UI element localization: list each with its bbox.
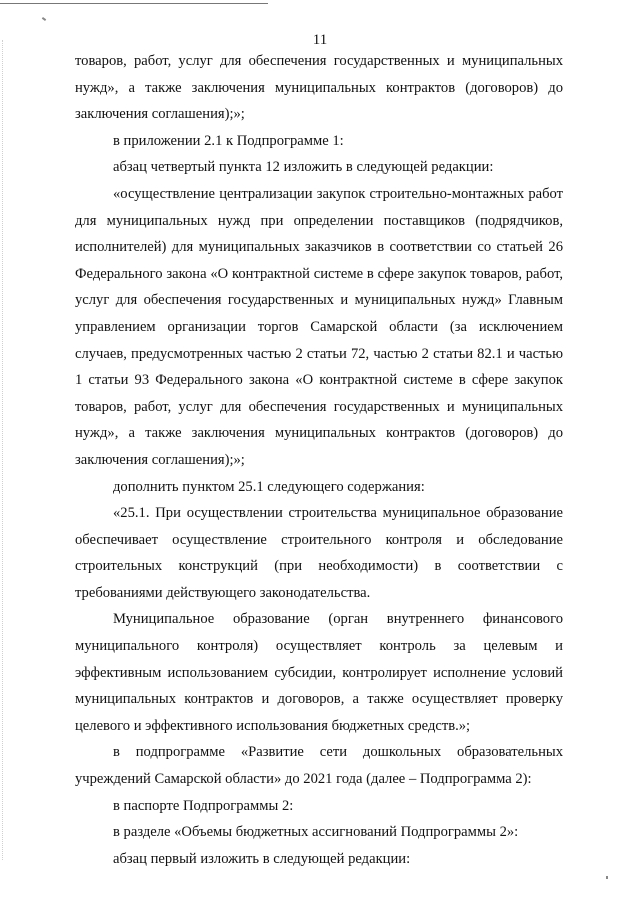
paragraph: товаров, работ, услуг для обеспечения государственных и муниципальных нужд», а также заключения муниципальных контрактов (договоров) до заключения соглашения);»; <box>75 53 563 123</box>
scan-mark <box>42 17 46 21</box>
document-body <box>75 48 563 872</box>
paragraph: в разделе «Объемы бюджетных ассигнований Подпрограммы 2»: <box>113 824 519 841</box>
paragraph: в паспорте Подпрограммы 2: <box>113 797 294 814</box>
paragraph: «осуществление централизации закупок строительно-монтажных работ для муниципальных нужд при определении поставщиков (подрядчиков, исполнителей) для муниципальных заказчиков в соответствии со статьей 26 Федерального закона «О контрактной системе в сфере закупок товаров, работ, услуг для обеспечения государственных и муниципальных нужд» Главным управлением организации торгов Самарской области (за исключением случаев, предусмотренных частью 2 статьи 72, частью 2 статьи 82.1 и частью 1 статьи 93 Федерального закона «О контрактной системе в сфере закупок товаров, работ, услуг для обеспечения государственных и муниципальных нужд», а также заключения муниципальных контрактов (договоров) до заключения соглашения);»; <box>75 185 563 468</box>
paragraph: «25.1. При осуществлении строительства муниципальное образование обеспечивает осуществление строительного контроля и обследование строительных конструкций (при необходимости) в соответствии с требованиями действующего законодательства. <box>75 505 563 601</box>
page-number: 11 <box>312 32 328 48</box>
paragraph: дополнить пунктом 25.1 следующего содержания: <box>113 478 425 495</box>
paragraph: Муниципальное образование (орган внутреннего финансового муниципального контроля) осуществляет контроль за целевым и эффективным использованием субсидии, контролирует исполнение условий муниципальных контрактов и договоров, а также осуществляет проверку целевого и эффективного использования бюджетных средств.»; <box>75 611 563 734</box>
scan-mark <box>606 876 608 879</box>
paragraph: абзац первый изложить в следующей редакции: <box>113 850 411 867</box>
paragraph: в приложении 2.1 к Подпрограмме 1: <box>113 132 344 149</box>
top-rule <box>0 3 268 4</box>
paragraph: абзац четвертый пункта 12 изложить в следующей редакции: <box>113 159 494 176</box>
scan-edge-dots <box>2 40 3 860</box>
paragraph: в подпрограмме «Развитие сети дошкольных образовательных учреждений Самарской области» до 2021 года (далее – Подпрограмма 2): <box>75 744 563 788</box>
